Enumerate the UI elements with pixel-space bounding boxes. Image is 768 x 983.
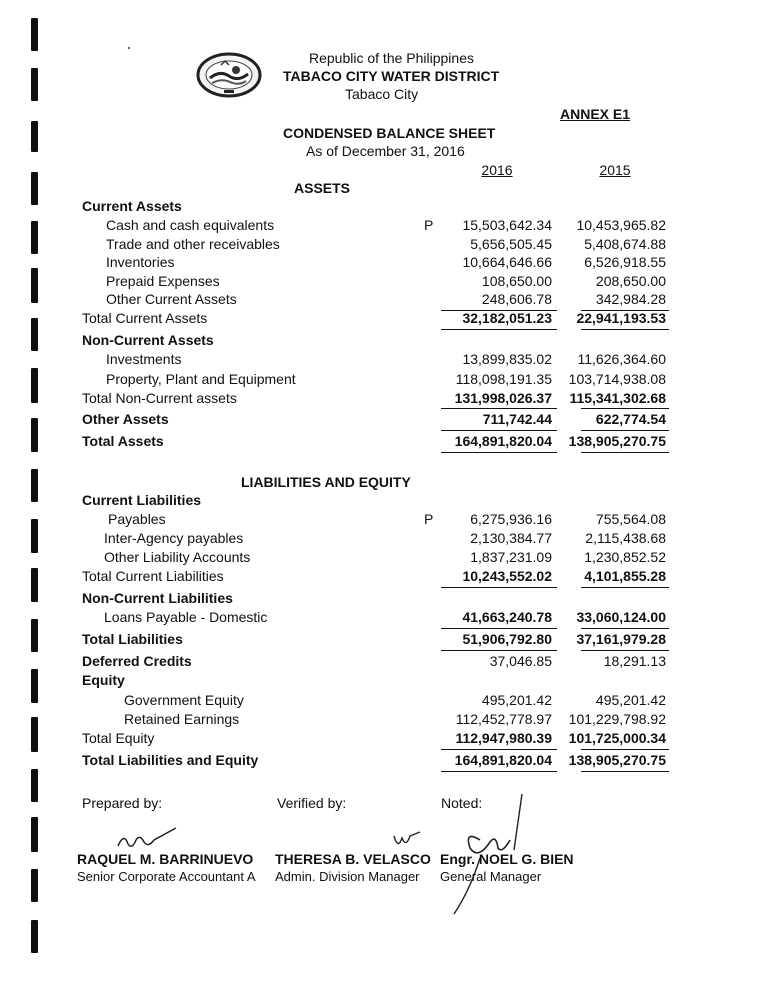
value-2016: 41,663,240.78 [462, 609, 552, 625]
row-label: Total Current Assets [82, 310, 208, 326]
table-row [0, 711, 768, 730]
current-liabilities-heading: Current Liabilities [82, 492, 202, 508]
value-2016: 15,503,642.34 [462, 217, 552, 233]
double-underline [441, 452, 557, 453]
total-underline [581, 430, 669, 431]
total-row [0, 310, 768, 329]
assets-heading: ASSETS [294, 180, 351, 196]
total-underline [581, 650, 669, 651]
double-underline [441, 771, 557, 772]
table-row [0, 609, 768, 628]
noted-label: Noted: [441, 795, 483, 811]
value-2015: 22,941,193.53 [576, 310, 666, 326]
value-2016: 131,998,026.37 [454, 390, 552, 406]
table-row [0, 217, 768, 236]
binder-mark [31, 920, 38, 953]
table-row [0, 236, 768, 255]
binder-mark [31, 68, 38, 101]
value-2015: 622,774.54 [595, 411, 666, 427]
value-2015: 495,201.42 [595, 692, 666, 708]
row-label: Total Current Liabilities [82, 568, 224, 584]
value-2015: 208,650.00 [595, 273, 666, 289]
row-label: Property, Plant and Equipment [106, 371, 296, 387]
row-label: Inventories [106, 254, 175, 270]
noted-title: General Manager [440, 869, 542, 884]
district-name: TABACO CITY WATER DISTRICT [283, 68, 500, 84]
noted-name: Engr. NOEL G. BIEN [440, 851, 574, 867]
row-label: Cash and cash equivalents [106, 217, 275, 233]
value-2016: 5,656,505.45 [470, 236, 552, 252]
value-2015: 342,984.28 [595, 291, 666, 307]
value-2016: 37,046.85 [489, 653, 552, 669]
city-name: Tabaco City [345, 86, 419, 102]
table-row [0, 653, 768, 672]
year-header-2015: 2015 [599, 162, 631, 178]
value-2015: 101,229,798.92 [568, 711, 666, 727]
value-2015: 18,291.13 [603, 653, 666, 669]
total-underline [441, 587, 557, 588]
row-label: Prepaid Expenses [106, 273, 220, 289]
total-row [0, 411, 768, 430]
binder-mark [31, 469, 38, 502]
liabilities-equity-heading: LIABILITIES AND EQUITY [241, 474, 411, 490]
value-2016: 51,906,792.80 [462, 631, 552, 647]
table-row [0, 291, 768, 310]
row-label: Other Liability Accounts [104, 549, 251, 565]
total-underline [581, 408, 669, 409]
binder-mark [31, 121, 38, 152]
value-2016: 1,837,231.09 [470, 549, 552, 565]
equity-heading: Equity [82, 672, 125, 688]
report-date: As of December 31, 2016 [306, 143, 465, 159]
currency-symbol: P [424, 511, 434, 527]
stray-dot [128, 47, 130, 49]
table-row [0, 351, 768, 370]
table-row [0, 511, 768, 530]
value-2016: 10,243,552.02 [462, 568, 552, 584]
value-2016: 13,899,835.02 [462, 351, 552, 367]
value-2015: 33,060,124.00 [576, 609, 666, 625]
year-header-2016: 2016 [481, 162, 513, 178]
total-row [0, 390, 768, 409]
value-2016: 112,452,778.97 [455, 711, 552, 727]
value-2015: 37,161,979.28 [576, 631, 666, 647]
table-row [0, 273, 768, 292]
value-2016: 108,650.00 [481, 273, 552, 289]
prepared-by-title: Senior Corporate Accountant A [77, 869, 256, 884]
value-2015: 2,115,438.68 [585, 530, 666, 546]
verified-by-label: Verified by: [277, 795, 347, 811]
row-label: Other Current Assets [106, 291, 237, 307]
value-2016: 32,182,051.23 [462, 310, 552, 326]
total-underline [581, 628, 669, 629]
total-underline [441, 749, 557, 750]
total-underline [441, 408, 557, 409]
row-label: Payables [108, 511, 166, 527]
value-2016: 164,891,820.04 [454, 752, 552, 768]
row-label: Government Equity [124, 692, 244, 708]
value-2015: 138,905,270.75 [568, 433, 666, 449]
annex-label: ANNEX E1 [560, 106, 631, 122]
row-label: Trade and other receivables [106, 236, 280, 252]
total-underline [581, 749, 669, 750]
value-2016: 2,130,384.77 [470, 530, 552, 546]
value-2016: 118,098,191.35 [455, 371, 552, 387]
current-assets-heading: Current Assets [82, 198, 182, 214]
row-label: Total Liabilities and Equity [82, 752, 259, 768]
prepared-by-label: Prepared by: [82, 795, 163, 811]
value-2016: 711,742.44 [482, 411, 552, 427]
double-underline [581, 452, 669, 453]
page-title: CONDENSED BALANCE SHEET [283, 125, 496, 141]
grand-total-row [0, 433, 768, 452]
total-row [0, 730, 768, 749]
value-2015: 1,230,852.52 [584, 549, 666, 565]
row-label: Retained Earnings [124, 711, 240, 727]
row-label: Total Equity [82, 730, 155, 746]
value-2015: 103,714,938.08 [568, 371, 666, 387]
value-2016: 112,947,980.39 [455, 730, 552, 746]
row-label: Deferred Credits [82, 653, 192, 669]
noncurrent-liabilities-heading: Non-Current Liabilities [82, 590, 233, 606]
value-2016: 495,201.42 [481, 692, 552, 708]
verified-by-title: Admin. Division Manager [275, 869, 420, 884]
noncurrent-assets-heading: Non-Current Assets [82, 332, 214, 348]
prepared-by-name: RAQUEL M. BARRINUEVO [77, 851, 254, 867]
row-label: Investments [106, 351, 182, 367]
value-2015: 10,453,965.82 [576, 217, 666, 233]
currency-symbol: P [424, 217, 434, 233]
row-label: Loans Payable - Domestic [104, 609, 268, 625]
total-underline [581, 587, 669, 588]
binder-mark [31, 817, 38, 852]
row-label: Other Assets [82, 411, 169, 427]
republic-line: Republic of the Philippines [309, 50, 474, 66]
grand-total-row [0, 752, 768, 771]
total-row [0, 631, 768, 650]
signature-scrawl-icon [114, 826, 184, 854]
total-underline [441, 628, 557, 629]
value-2015: 115,341,302.68 [569, 390, 666, 406]
water-district-seal-icon [196, 52, 262, 98]
double-underline [581, 771, 669, 772]
table-row [0, 254, 768, 273]
total-underline [441, 650, 557, 651]
value-2016: 248,606.78 [481, 291, 552, 307]
value-2015: 11,626,364.60 [577, 351, 666, 367]
verified-by-name: THERESA B. VELASCO [275, 851, 431, 867]
total-underline [441, 430, 557, 431]
row-label: Total Assets [82, 433, 164, 449]
row-label: Total Non-Current assets [82, 390, 237, 406]
value-2016: 6,275,936.16 [470, 511, 552, 527]
table-row [0, 371, 768, 390]
binder-mark [31, 172, 38, 205]
table-row [0, 549, 768, 568]
row-label: Inter-Agency payables [104, 530, 244, 546]
value-2015: 4,101,855.28 [584, 568, 666, 584]
binder-mark [31, 18, 38, 51]
value-2016: 10,664,646.66 [462, 254, 552, 270]
table-row [0, 530, 768, 549]
value-2015: 6,526,918.55 [584, 254, 666, 270]
value-2015: 755,564.08 [595, 511, 666, 527]
value-2015: 101,725,000.34 [568, 730, 666, 746]
row-label: Total Liabilities [82, 631, 183, 647]
binder-mark [31, 769, 38, 802]
total-underline [581, 329, 669, 330]
table-row [0, 692, 768, 711]
value-2016: 164,891,820.04 [454, 433, 552, 449]
binder-mark [31, 869, 38, 902]
value-2015: 138,905,270.75 [568, 752, 666, 768]
value-2015: 5,408,674.88 [584, 236, 666, 252]
total-row [0, 568, 768, 587]
total-underline [441, 329, 557, 330]
